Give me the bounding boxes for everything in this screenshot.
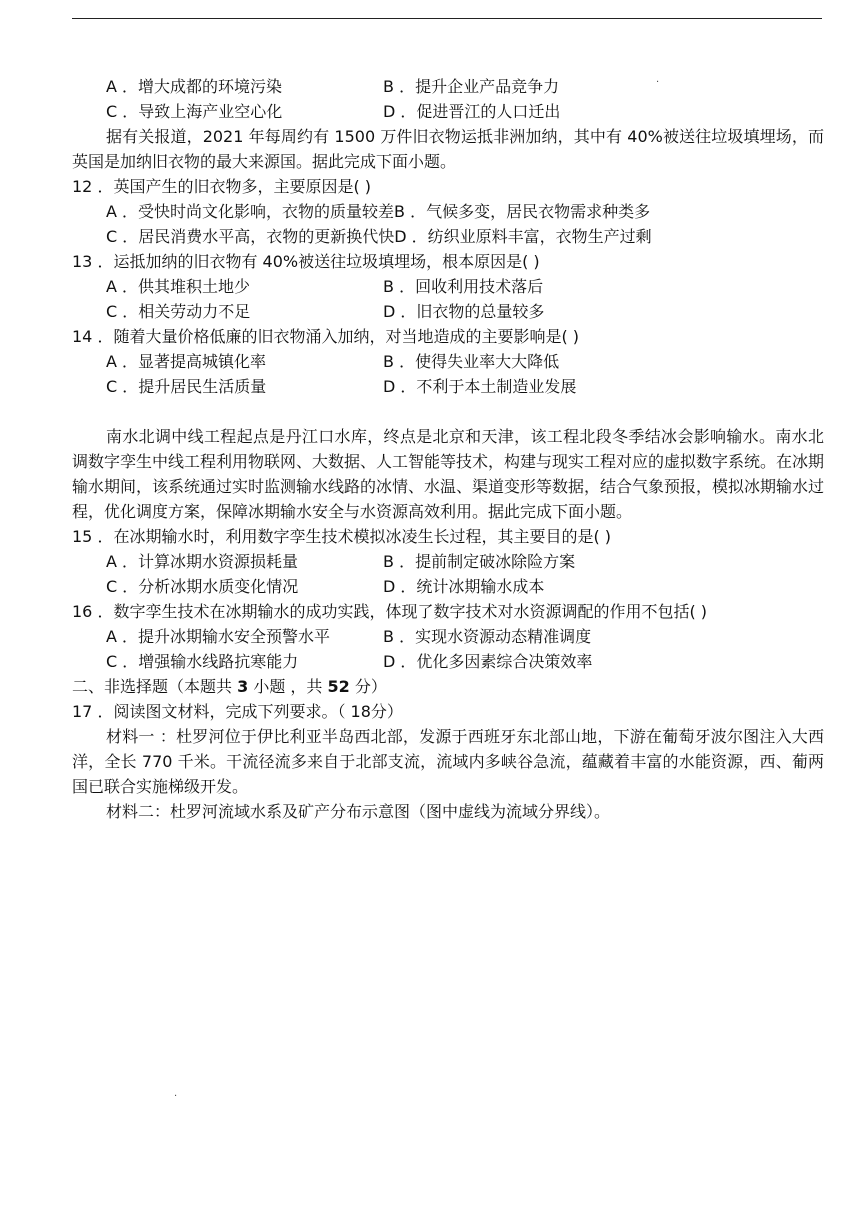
q13-option-d: D ．旧衣物的总量较多 [383,302,545,321]
q16-option-b: B ．实现水资源动态精准调度 [383,627,592,646]
q15-stem: 15 ．在冰期输水时，利用数字孪生技术模拟冰凌生长过程，其主要目的是( ) [72,527,612,546]
q14-option-a: A ．显著提高城镇化率 [106,352,267,371]
q11-option-b: B ．提升企业产品竞争力 [383,77,560,96]
q12-option-a: A ．受快时尚文化影响，衣物的质量较差 [106,202,395,221]
q14-option-b: B ．使得失业率大大降低 [383,352,560,371]
q14-options-row-2 [72,374,824,399]
q15-options-row-1 [72,549,824,574]
q11-option-d: D ．促进晋江的人口迁出 [383,102,561,121]
q14-stem: 14 ．随着大量价格低廉的旧衣物涌入加纳，对当地造成的主要影响是( ) [72,327,580,346]
q15-option-c: C ．分析冰期水质变化情况 [106,577,299,596]
exam-page-content [72,74,824,824]
q15-option-a: A ．计算冰期水资源损耗量 [106,552,299,571]
q15-options-row-2 [72,574,824,599]
section-heading-middle: 小题 ，共 [248,677,328,696]
section-heading-prefix: 二、非选择题（本题共 [72,677,238,696]
q11-option-a: A ．增大成都的环境污染 [106,77,283,96]
q11-option-c: C ．导致上海产业空心化 [106,102,283,121]
q13-option-b: B ．回收利用技术落后 [383,277,544,296]
q11-options-row-2 [72,99,824,124]
q12-option-d: D ．纺织业原料丰富，衣物生产过剩 [394,227,652,246]
q16-option-a: A ．提升冰期输水安全预警水平 [106,627,331,646]
section-heading-non-choice [72,674,824,699]
q13-options-row-2 [72,299,824,324]
q12-option-c: C ．居民消费水平高，衣物的更新换代快 [106,227,395,246]
q17-material-2: 材料二：杜罗河流域水系及矿产分布示意图（图中虚线为流域分界线）。 [106,802,611,821]
q12-options-row-2 [72,224,824,249]
q17-material-1: 材料一 ：杜罗河位于伊比利亚半岛西北部，发源于西班牙东北部山地，下游在葡萄牙波尔图注入大西洋，全长 770 千米。干流径流多来自于北部支流，流域内多峡谷急流，蕴藏着丰富的水能资源，西、葡两国已联合实施梯级开发。 [72,727,824,796]
header-rule [72,18,822,19]
q17-stem: 17 ．阅读图文材料，完成下列要求。（ 18分） [72,702,403,721]
q16-options-row-1 [72,624,824,649]
passage-old-clothes: 据有关报道，2021 年每周约有 1500 万件旧衣物运抵非洲加纳，其中有 40%被送往垃圾填埋场，而英国是加纳旧衣物的最大来源国。据此完成下面小题。 [72,127,824,171]
spacer [72,399,824,424]
q13-options-row-1 [72,274,824,299]
passage-water-diversion: 南水北调中线工程起点是丹江口水库，终点是北京和天津，该工程北段冬季结冰会影响输水。南水北调数字孪生中线工程利用物联网、大数据、人工智能等技术，构建与现实工程对应的虚拟数字系统。在冰期输水期间，该系统通过实时监测输水线路的冰情、水温、渠道变形等数据，结合气象预报，模拟冰期输水过程，优化调度方案，保障冰期输水安全与水资源高效利用。据此完成下面小题。 [72,427,825,521]
question-count: 3 [237,677,249,696]
q16-option-d: D ．优化多因素综合决策效率 [383,652,593,671]
total-score: 52 [327,677,350,696]
stray-dot: . [174,1088,178,1099]
q12-stem: 12 ．英国产生的旧衣物多，主要原因是( ) [72,177,372,196]
q16-option-c: C ．增强输水线路抗寒能力 [106,652,299,671]
q14-options-row-1 [72,349,824,374]
q14-option-c: C ．提升居民生活质量 [106,377,267,396]
q16-stem: 16 ．数字孪生技术在冰期输水的成功实践，体现了数字技术对水资源调配的作用不包括( ) [72,602,708,621]
q13-option-a: A ．供其堆积土地少 [106,277,251,296]
q15-option-b: B ．提前制定破冰除险方案 [383,552,576,571]
stray-dot: . [656,74,660,85]
q13-option-c: C ．相关劳动力不足 [106,302,251,321]
q13-stem: 13 ．运抵加纳的旧衣物有 40%被送往垃圾填埋场，根本原因是( ) [72,252,540,271]
q14-option-d: D ．不利于本土制造业发展 [383,377,577,396]
q15-option-d: D ．统计冰期输水成本 [383,577,545,596]
q12-options-row-1 [72,199,824,224]
q11-options-row-1 [72,74,824,99]
q16-options-row-2 [72,649,824,674]
q12-option-b: B ．气候多变，居民衣物需求种类多 [394,202,651,221]
section-heading-suffix: 分） [349,677,387,696]
